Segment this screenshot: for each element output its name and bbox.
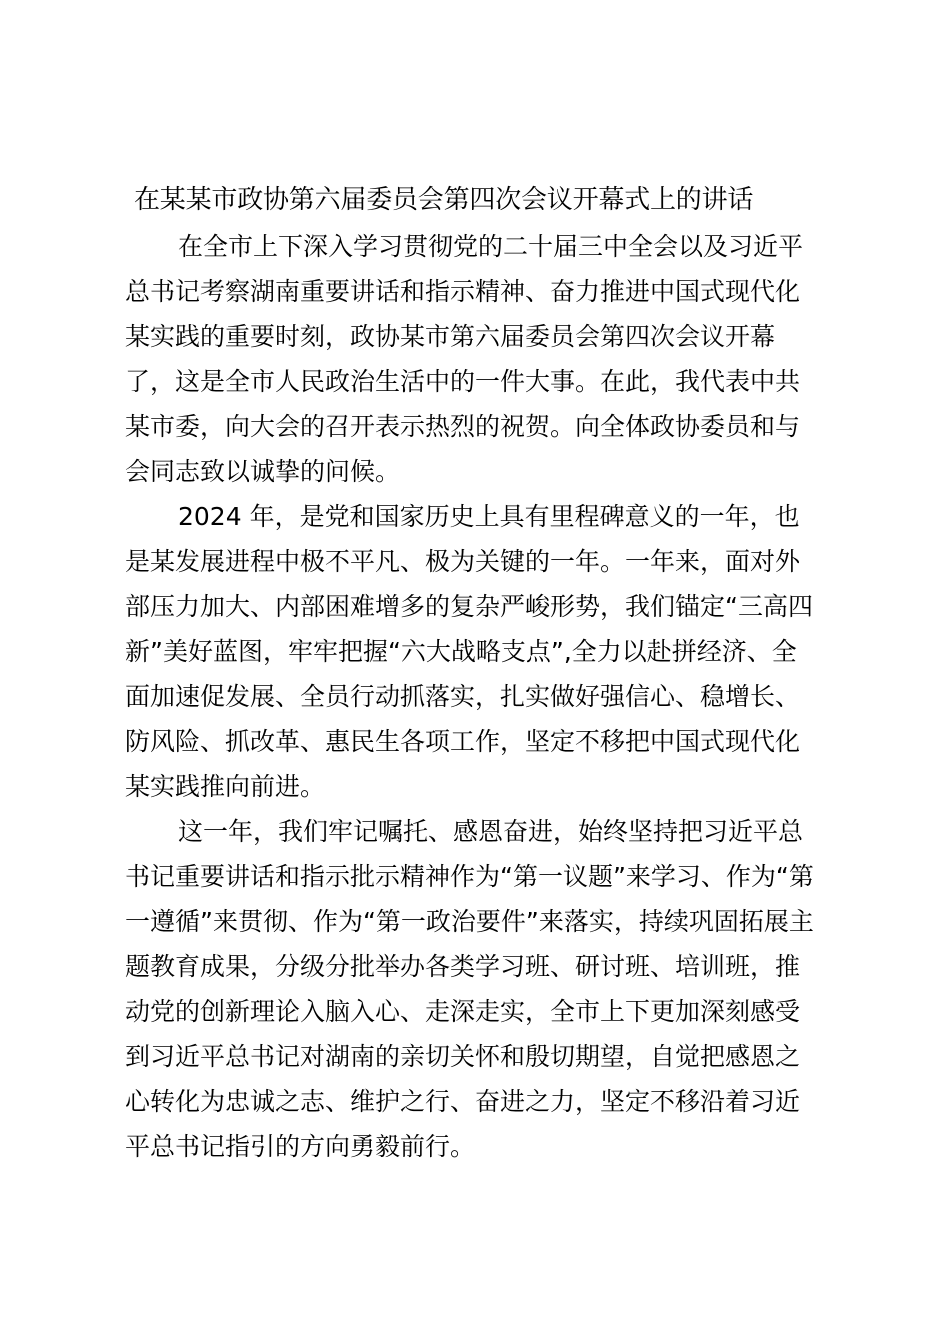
paragraph-3-line-4: 题教育成果，分级分批举办各类学习班、研讨班、培训班，推 (125, 952, 801, 981)
paragraph-3-line-2: 书记重要讲话和指示批示精神作为“第一议题”来学习、作为“第 (125, 862, 814, 891)
paragraph-1-line-4: 了，这是全市人民政治生活中的一件大事。在此，我代表中共 (125, 367, 801, 396)
paragraph-2-line-5: 面加速促发展、全员行动抓落实，扎实做好强信心、稳增长、 (125, 682, 801, 711)
paragraph-2-line-7: 某实践推向前进。 (125, 772, 326, 801)
paragraph-1-line-5: 某市委，向大会的召开表示热烈的祝贺。向全体政协委员和与 (125, 412, 801, 441)
paragraph-3-line-1: 这一年，我们牢记嘱托、感恩奋进，始终坚持把习近平总 (178, 817, 804, 846)
paragraph-2-line-3: 部压力加大、内部困难增多的复杂严峻形势，我们锚定“三高四 (125, 592, 813, 621)
paragraph-2-line-1: 2024 年，是党和国家历史上具有里程碑意义的一年，也 (178, 502, 800, 531)
paragraph-2-line-4: 新”美好蓝图，牢牢把握“六大战略支点”,全力以赴拼经济、全 (125, 637, 797, 666)
paragraph-3-line-7: 心转化为忠诚之志、维护之行、奋进之力，坚定不移沿着习近 (125, 1087, 801, 1116)
paragraph-2-line-2: 是某发展进程中极不平凡、极为关键的一年。一年来，面对外 (125, 547, 801, 576)
paragraph-1-line-2: 总书记考察湖南重要讲话和指示精神、奋力推进中国式现代化 (125, 277, 801, 306)
document-title: 在某某市政协第六届委员会第四次会议开幕式上的讲话 (134, 185, 754, 215)
paragraph-3-line-3: 一遵循”来贯彻、作为“第一政治要件”来落实，持续巩固拓展主 (125, 907, 814, 936)
paragraph-1-line-6: 会同志致以诚挚的问候。 (125, 457, 401, 486)
paragraph-2-line-6: 防风险、抓改革、惠民生各项工作，坚定不移把中国式现代化 (125, 727, 801, 756)
paragraph-3-line-6: 到习近平总书记对湖南的亲切关怀和殷切期望，自觉把感恩之 (125, 1042, 801, 1071)
paragraph-3-line-5: 动党的创新理论入脑入心、走深走实，全市上下更加深刻感受 (125, 997, 801, 1026)
paragraph-1-line-1: 在全市上下深入学习贯彻党的二十届三中全会以及习近平 (178, 232, 804, 261)
paragraph-1-line-3: 某实践的重要时刻，政协某市第六届委员会第四次会议开幕 (125, 322, 776, 351)
paragraph-3-line-8: 平总书记指引的方向勇毅前行。 (125, 1132, 476, 1161)
